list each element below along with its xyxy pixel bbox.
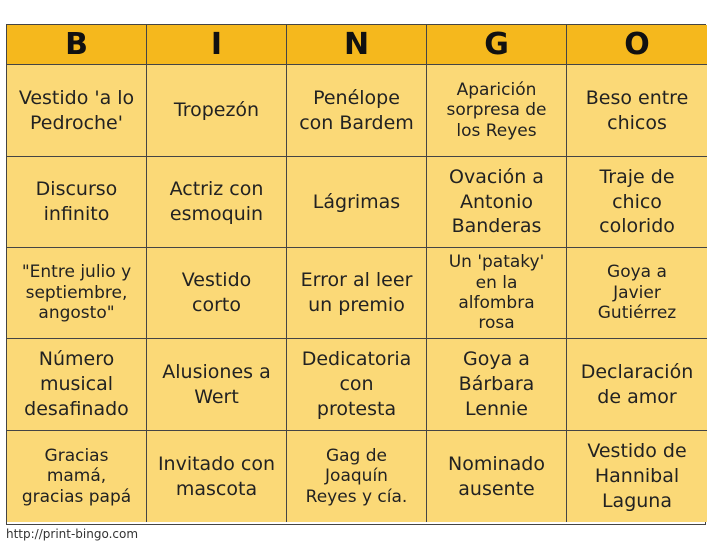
bingo-cell: Penélope con Bardem bbox=[287, 65, 427, 157]
header-letter-n: N bbox=[287, 25, 427, 65]
bingo-cell: Lágrimas bbox=[287, 157, 427, 248]
bingo-cell: Goya a Javier Gutiérrez bbox=[567, 248, 707, 339]
header-letter-b: B bbox=[7, 25, 147, 65]
bingo-cell: Aparición sorpresa de los Reyes bbox=[427, 65, 567, 157]
bingo-cell: Número musical desafinado bbox=[7, 339, 147, 431]
bingo-cell: Error al leer un premio bbox=[287, 248, 427, 339]
header-letter-g: G bbox=[427, 25, 567, 65]
bingo-cell: Alusiones a Wert bbox=[147, 339, 287, 431]
bingo-cell: Gag de Joaquín Reyes y cía. bbox=[287, 431, 427, 522]
bingo-card bbox=[6, 24, 706, 525]
bingo-cell: Dedicatoria con protesta bbox=[287, 339, 427, 431]
bingo-cell: Actriz con esmoquin bbox=[147, 157, 287, 248]
bingo-cell: Vestido de Hannibal Laguna bbox=[567, 431, 707, 522]
bingo-cell: Gracias mamá, gracias papá bbox=[7, 431, 147, 522]
bingo-cell: Tropezón bbox=[147, 65, 287, 157]
bingo-cell: "Entre julio y septiembre, angosto" bbox=[7, 248, 147, 339]
bingo-cell: Vestido corto bbox=[147, 248, 287, 339]
source-url: http://print-bingo.com bbox=[6, 527, 139, 541]
bingo-cell: Declaración de amor bbox=[567, 339, 707, 431]
bingo-cell: Invitado con mascota bbox=[147, 431, 287, 522]
bingo-cell: Vestido 'a lo Pedroche' bbox=[7, 65, 147, 157]
bingo-cell: Discurso infinito bbox=[7, 157, 147, 248]
bingo-cell: Traje de chico colorido bbox=[567, 157, 707, 248]
bingo-cell: Ovación a Antonio Banderas bbox=[427, 157, 567, 248]
header-letter-i: I bbox=[147, 25, 287, 65]
bingo-cell: Nominado ausente bbox=[427, 431, 567, 522]
bingo-cell: Un 'pataky' en la alfombra rosa bbox=[427, 248, 567, 339]
bingo-cell: Goya a Bárbara Lennie bbox=[427, 339, 567, 431]
header-letter-o: O bbox=[567, 25, 707, 65]
bingo-cell: Beso entre chicos bbox=[567, 65, 707, 157]
